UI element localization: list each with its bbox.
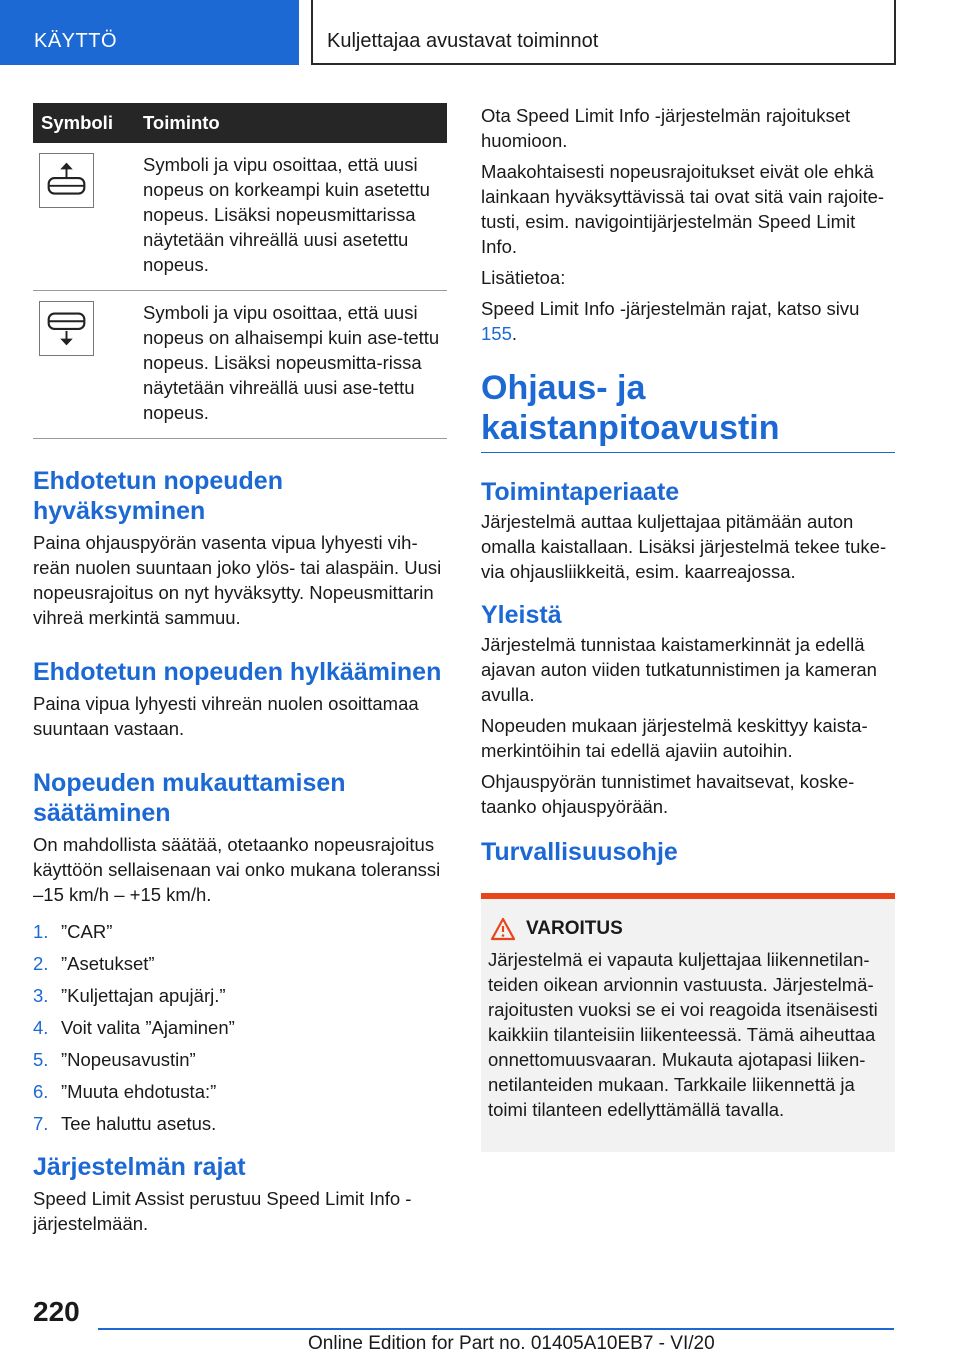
list-item xyxy=(33,1079,447,1104)
step-number: 6. xyxy=(33,1081,49,1102)
list-item xyxy=(33,1015,447,1040)
paragraph: Maakohtaisesti nopeusrajoitukset eivät ole ehkä lainkaan hyväksyttävissä tai ovat sitä vain rajoite-tusti, esim. navigointijärjestelmän Speed Limit Info. xyxy=(481,161,885,257)
step-number: 1. xyxy=(33,921,49,942)
principle-heading: Toimintaperiaate xyxy=(481,478,680,506)
list-item xyxy=(33,1047,447,1072)
speed-limit-down-icon xyxy=(39,301,94,356)
table-row xyxy=(33,143,447,291)
warning-text: Järjestelmä ei vapauta kuljettajaa liikennetilan-teiden oikean arvionnin vastuusta. Järjestelmä-rajoitusten vuoksi se ei voi reagoida itsenäisesti kaikkiin tilanteisiin liikenteessä. Tämä aiheuttaa onnettomuusvaaran. Mukauta ajotapasi liiken-netilanteiden mukaan. Tarkkaile liikennettä ja toimi tilanteen edellyttämällä tavalla. xyxy=(488,949,878,1120)
list-item xyxy=(33,951,447,976)
symbol-description: Symboli ja vipu osoittaa, että uusi nopeus on alhaisempi kuin ase-tettu nopeus. Lisäksi nopeusmitta-rissa näytetään vihreällä uusi ase-tettu nopeus. xyxy=(143,302,440,423)
speed-limit-up-icon xyxy=(39,153,94,208)
section-tab xyxy=(0,0,299,65)
edition-text: Online Edition for Part no. 01405A10EB7 - VI/20 xyxy=(308,1333,715,1354)
column-header-function: Toiminto xyxy=(143,103,447,143)
warning-box xyxy=(481,893,895,1152)
step-number: 2. xyxy=(33,953,49,974)
step-text: ”CAR” xyxy=(61,921,113,942)
system-limits-text: Speed Limit Assist perustuu Speed Limit Info -järjestelmään. xyxy=(33,1188,412,1234)
general-heading: Yleistä xyxy=(481,601,562,629)
right-column xyxy=(481,103,895,1152)
more-info-label: Lisätietoa: xyxy=(481,267,566,288)
accept-speed-heading: Ehdotetun nopeuden hyväksyminen xyxy=(33,467,283,525)
column-header-symbol: Symboli xyxy=(33,103,143,143)
footer-divider xyxy=(98,1328,894,1330)
adjust-text: On mahdollista säätää, otetaanko nopeusrajoitus käyttöön sellaisenaan vai onko mukana toleranssi –15 km/h – +15 km/h. xyxy=(33,834,441,905)
step-text: ”Kuljettajan apujärj.” xyxy=(61,985,226,1006)
list-item xyxy=(33,919,447,944)
chapter-label: Kuljettajaa avustavat toiminnot xyxy=(327,30,599,52)
step-text: ”Muuta ehdotusta:” xyxy=(61,1081,217,1102)
list-item xyxy=(33,1111,447,1136)
warning-triangle-icon xyxy=(490,917,516,941)
step-number: 4. xyxy=(33,1017,49,1038)
table-row xyxy=(33,291,447,439)
steps-list xyxy=(33,919,447,1136)
step-text: Tee haluttu asetus. xyxy=(61,1113,217,1134)
reject-speed-text: Paina vipua lyhyesti vihreän nuolen osoittamaa suuntaan vastaan. xyxy=(33,693,419,739)
step-text: ”Asetukset” xyxy=(61,953,155,974)
symbol-description: Symboli ja vipu osoittaa, että uusi nopeus on korkeampi kuin asetettu nopeus. Lisäksi nopeusmittarissa näytetään vihreällä uusi asetettu nopeus. xyxy=(143,154,430,275)
section-label: KÄYTTÖ xyxy=(34,30,118,52)
chapter-tab xyxy=(311,0,896,65)
page-link[interactable]: 155 xyxy=(481,323,512,344)
step-text: Voit valita ”Ajaminen” xyxy=(61,1017,235,1038)
list-item xyxy=(33,983,447,1008)
adjust-heading: Nopeuden mukauttamisen säätäminen xyxy=(33,769,346,827)
general-text: Nopeuden mukaan järjestelmä keskittyy kaista-merkintöihin tai edellä ajaviin autoihin. xyxy=(481,715,868,761)
page-number: 220 xyxy=(33,1296,80,1327)
step-number: 3. xyxy=(33,985,49,1006)
system-limits-heading: Järjestelmän rajat xyxy=(33,1153,246,1181)
more-info-text: Speed Limit Info -järjestelmän rajat, katso sivu 155. xyxy=(481,298,860,344)
step-number: 5. xyxy=(33,1049,49,1070)
step-number: 7. xyxy=(33,1113,49,1134)
accept-speed-text: Paina ohjauspyörän vasenta vipua lyhyesti vih-reän nuolen suuntaan joko ylös- tai alaspäin. Uusi nopeusrajoitus on nyt hyväksytty. Nopeusmittarin vihreä merkintä sammuu. xyxy=(33,532,442,628)
left-column xyxy=(33,103,447,1236)
warning-header xyxy=(488,917,887,941)
main-section-title: Ohjaus- ja kaistanpitoavustin xyxy=(481,368,895,453)
symbol-table-header xyxy=(33,103,447,143)
warning-label: VAROITUS xyxy=(526,918,623,939)
symbol-table xyxy=(33,103,447,439)
safety-heading: Turvallisuusohje xyxy=(481,838,678,866)
principle-text: Järjestelmä auttaa kuljettajaa pitämään auton omalla kaistallaan. Lisäksi järjestelmä tekee tuke-via ohjausliikkeitä, esim. kaarreajossa. xyxy=(481,511,887,582)
paragraph: Ota Speed Limit Info -järjestelmän rajoitukset huomioon. xyxy=(481,105,851,151)
general-text: Järjestelmä tunnistaa kaistamerkinnät ja edellä ajavan auton viiden tutkatunnistimen ja kameran avulla. xyxy=(481,634,877,705)
reject-speed-heading: Ehdotetun nopeuden hylkääminen xyxy=(33,658,442,686)
general-text: Ohjauspyörän tunnistimet havaitsevat, koske-taanko ohjauspyörään. xyxy=(481,771,855,817)
step-text: ”Nopeusavustin” xyxy=(61,1049,196,1070)
